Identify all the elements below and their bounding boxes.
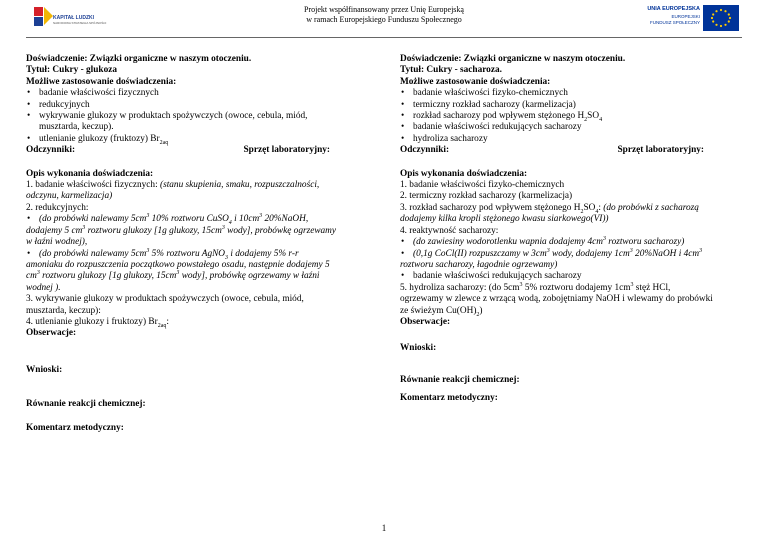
left-use-item: • redukcyjnych — [27, 99, 90, 110]
left-procedure-agno3-end: wodnej ). — [26, 282, 61, 293]
left-procedure-heading: Opis wykonania doświadczenia: — [26, 168, 154, 179]
right-procedure-step-3: 3. rozkład sacharozy pod wpływem stężonego $H_2SO_4$: (do probówki z sacharozą — [400, 202, 699, 215]
right-observations-label: Obserwacje: — [400, 316, 451, 327]
left-reagents-label: Odczynniki: — [26, 145, 76, 156]
right-equipment-label: Sprzęt laboratoryjny: — [617, 145, 704, 156]
left-uses-heading: Możliwe zastosowanie doświadczenia: — [26, 76, 177, 87]
right-equation-label: Równanie reakcji chemicznej: — [400, 374, 520, 385]
eu-logo — [640, 5, 740, 35]
left-use-item: • utlenianie glukozy (fruktozy) $Br_{2aq}$ — [27, 133, 169, 146]
header-divider — [26, 37, 742, 38]
right-procedure-step-5-cont: ogrzewamy w zlewce z wrzącą wodą, zobojętniamy NaOH i wlewamy do probówki — [400, 294, 713, 305]
left-procedure-step-1-cont: odczynu, karmelizacja) — [26, 191, 113, 202]
left-use-item: • wykrywanie glukozy w produktach spożywczych (owoce, cebula, miód, musztarda, keczup). — [27, 111, 308, 133]
left-equipment-label: Sprzęt laboratoryjny: — [243, 145, 330, 156]
right-use-item: • termiczny rozkład sacharozy (karmelizacja) — [401, 99, 576, 110]
left-commentary-label: Komentarz metodyczny: — [26, 422, 124, 433]
right-procedure-cocl-cont: roztworu sacharozy, łagodnie ogrzewamy) — [400, 259, 558, 270]
right-use-item: • hydroliza sacharozy — [401, 133, 488, 144]
right-procedure-bullet-cocl: • (0,1g CoCl(II) rozpuszczamy w $3cm^3$ wody, dodajemy $1cm^3$ 20%NaOH i $4cm^3$ — [401, 247, 703, 259]
left-procedure-step-3: 3. wykrywanie glukozy w produktach spożywczych (owoce, cebula, miód, — [26, 294, 304, 305]
eu-title: UNIA EUROPEJSKA — [647, 6, 700, 12]
left-procedure-bullet-cuso4: • (do probówki nalewamy $5cm^3$ 10% roztworu CuSO$_4$ i $10cm^3$ 20%NaOH, — [27, 213, 309, 227]
right-procedure-step-5: 5. hydroliza sacharozy: (do $5cm^3$ 5% roztworu dodajemy $1cm^3$ stęż HCl, — [400, 281, 671, 293]
left-equation-label: Równanie reakcji chemicznej: — [26, 399, 146, 410]
right-column — [400, 54, 740, 405]
left-procedure-step-2: 2. redukcyjnych: — [26, 202, 89, 213]
page-number: 1 — [381, 523, 387, 533]
right-procedure-bullet-caoh: • (do zawiesiny wodorotlenku wapnia dodajemy $4cm^3$ roztworu sacharozy) — [401, 236, 685, 248]
header-line-2: w ramach Europejskiego Funduszu Społecznego — [306, 15, 462, 24]
right-use-item: • badanie właściwości fizyko-chemicznych — [401, 88, 568, 99]
kapital-ludzki-text: KAPITAŁ LUDZKI — [53, 15, 95, 21]
left-procedure-agno3-cont2: $cm^3$ roztworu glukozy [1g glukozy, $15cm^3$ wody], probówkę ogrzewamy w łaźni — [26, 270, 320, 282]
eu-flag-icon — [703, 5, 739, 31]
right-procedure-step-3-cont: dodajemy kilka kropli stężonego kwasu siarkowego(VI)) — [400, 214, 609, 225]
right-reagents-label: Odczynniki: — [400, 145, 450, 156]
header-line-1: Projekt współfinansowany przez Unię Europejską — [304, 5, 464, 14]
left-topic-title: Tytuł: Cukry - glukoza — [26, 65, 117, 76]
strategy-text: NARODOWA STRATEGIA SPÓJNOŚCI — [53, 21, 107, 25]
left-procedure-cuso4-end: w łaźni wodnej), — [26, 237, 88, 248]
left-use-item: • badanie właściwości fizycznych — [27, 88, 159, 99]
right-commentary-label: Komentarz metodyczny: — [400, 393, 498, 404]
eu-sub2: FUNDUSZ SPOŁECZNY — [649, 20, 700, 25]
left-procedure-cuso4-cont: dodajemy 5 $cm^3$ roztworu glukozy [1g glukozy, $15cm^3$ wody], probówkę ogrzewamy — [26, 224, 337, 236]
left-column — [26, 54, 365, 434]
right-procedure-bullet-reducing: • badanie właściwości redukujących sacharozy — [401, 271, 582, 282]
left-procedure-bullet-agno3: • (do probówki nalewamy $5cm^3$ 5% roztworu AgNO$_3$ i dodajemy 5% r-r — [27, 247, 299, 261]
left-procedure-step-3-cont: musztarda, keczup): — [26, 305, 101, 316]
right-use-item: • badanie właściwości redukujących sacharozy — [401, 122, 582, 133]
left-procedure-agno3-cont: amoniaku do rozpuszczenia początkowo powstałego osadu, następnie dodajemy 5 — [26, 259, 330, 270]
right-use-item: • rozkład sacharozy pod wpływem stężonego $H_2SO_4$ — [401, 111, 603, 123]
left-reagents-row — [26, 145, 330, 156]
right-procedure-heading: Opis wykonania doświadczenia: — [400, 168, 528, 179]
right-experiment-title: Doświadczenie: Związki organiczne w naszym otoczeniu. — [400, 54, 626, 64]
eu-sub1: EUROPEJSKI — [671, 14, 700, 19]
right-conclusions-label: Wnioski: — [400, 343, 437, 354]
right-procedure-step-2: 2. termiczny rozkład sacharozy (karmelizacja) — [400, 191, 573, 202]
right-topic-title: Tytuł: Cukry - sacharoza. — [400, 65, 502, 76]
left-procedure-step-1: 1. badanie właściwości fizycznych: (stanu skupienia, smaku, rozpuszczalności, — [26, 180, 320, 191]
left-observations-label: Obserwacje: — [26, 328, 77, 339]
left-experiment-title: Doświadczenie: Związki organiczne w naszym otoczeniu. — [26, 54, 252, 64]
right-reagents-row — [400, 145, 704, 156]
left-procedure-step-4: 4. utlenianie glukozy i fruktozy) $Br_{2aq}$: — [26, 316, 169, 329]
right-uses-heading: Możliwe zastosowanie doświadczenia: — [400, 76, 551, 87]
left-conclusions-label: Wnioski: — [26, 364, 63, 375]
right-procedure-step-5-end: ze świeżym $Cu(OH)_2$) — [400, 305, 483, 318]
right-procedure-step-1: 1. badanie właściwości fizyko-chemicznych — [400, 180, 565, 191]
right-procedure-step-4: 4. reaktywność sacharozy: — [400, 225, 499, 236]
